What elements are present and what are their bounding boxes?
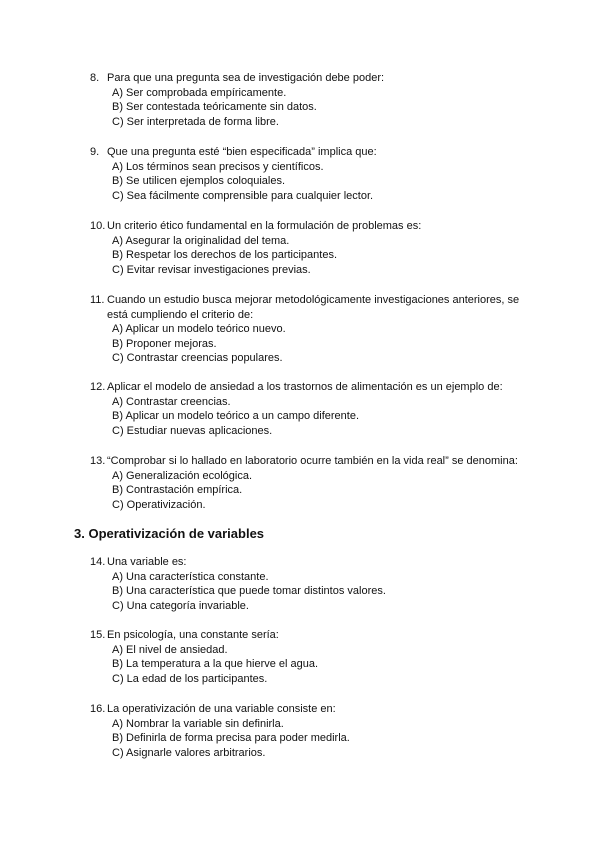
question-12-prompt (0, 380, 600, 395)
question-number: 15. (90, 629, 106, 641)
question-13 (0, 454, 600, 512)
question-9-prompt (0, 145, 600, 160)
option-c: C) La edad de los participantes. (112, 672, 268, 685)
question-8 (0, 71, 600, 129)
question-number: 14. (90, 556, 106, 568)
question-number: 12. (90, 381, 106, 393)
option-a: A) Los términos sean precisos y científicos. (112, 160, 324, 173)
question-number: 10. (90, 220, 106, 232)
option-c: C) Estudiar nuevas aplicaciones. (112, 424, 273, 437)
option-c: C) Sea fácilmente comprensible para cualquier lector. (112, 189, 374, 202)
option-a: A) Una característica constante. (112, 570, 269, 583)
option-c: C) Una categoría invariable. (112, 599, 249, 612)
question-text: Cuando un estudio busca mejorar metodológicamente investigaciones anteriores, se (107, 294, 520, 306)
section-heading: 3. Operativización de variables (74, 526, 265, 541)
question-11-prompt (0, 293, 600, 308)
option-b: B) La temperatura a la que hierve el agua. (112, 658, 319, 670)
question-number: 13. (90, 455, 106, 467)
question-15-prompt (0, 628, 600, 643)
question-text: La operativización de una variable consiste en: (107, 703, 336, 715)
option-b: B) Aplicar un modelo teórico a un campo diferente. (112, 410, 360, 422)
question-text-continuation: está cumpliendo el criterio de: (107, 308, 254, 321)
option-c: C) Evitar revisar investigaciones previas. (112, 263, 311, 276)
question-text: Un criterio ético fundamental en la formulación de problemas es: (107, 220, 422, 232)
question-text: Una variable es: (107, 556, 187, 568)
question-14 (0, 555, 600, 613)
option-b: B) Proponer mejoras. (112, 337, 217, 350)
option-b: B) Ser contestada teóricamente sin datos. (112, 101, 317, 113)
question-text: Para que una pregunta sea de investigación debe poder: (107, 72, 385, 84)
question-14-prompt (0, 555, 600, 570)
question-12 (0, 380, 600, 438)
question-number: 9. (90, 146, 100, 158)
option-b: B) Contrastación empírica. (112, 484, 243, 496)
question-text: Que una pregunta esté “bien especificada” implica que: (107, 146, 377, 158)
question-16 (0, 702, 600, 760)
question-number: 8. (90, 72, 100, 84)
question-text: En psicología, una constante sería: (107, 629, 279, 641)
option-a: A) Asegurar la originalidad del tema. (112, 234, 290, 247)
question-10-prompt (0, 219, 600, 234)
option-b: B) Definirla de forma precisa para poder medirla. (112, 732, 350, 744)
question-16-prompt (0, 702, 600, 717)
question-11 (0, 293, 600, 366)
question-number: 16. (90, 703, 106, 715)
option-a: A) Aplicar un modelo teórico nuevo. (112, 323, 286, 335)
question-8-prompt (0, 71, 600, 86)
question-text: “Comprobar si lo hallado en laboratorio ocurre también en la vida real” se denomina: (107, 455, 518, 467)
question-15 (0, 628, 600, 686)
option-b: B) Respetar los derechos de los participantes. (112, 249, 338, 261)
question-text: Aplicar el modelo de ansiedad a los trastornos de alimentación es un ejemplo de: (107, 381, 503, 393)
question-13-prompt (0, 454, 600, 469)
option-c: C) Asignarle valores arbitrarios. (112, 746, 266, 759)
option-b: B) Una característica que puede tomar distintos valores. (112, 585, 386, 597)
option-a: A) Nombrar la variable sin definirla. (112, 717, 284, 730)
option-b: B) Se utilicen ejemplos coloquiales. (112, 175, 286, 187)
question-number: 11. (90, 294, 105, 306)
option-c: C) Contrastar creencias populares. (112, 352, 283, 364)
option-a: A) El nivel de ansiedad. (112, 643, 228, 656)
option-c: C) Operativización. (112, 498, 206, 511)
question-9 (0, 145, 600, 203)
option-a: A) Generalización ecológica. (112, 469, 253, 482)
option-c: C) Ser interpretada de forma libre. (112, 115, 279, 128)
option-a: A) Ser comprobada empíricamente. (112, 86, 287, 99)
option-a: A) Contrastar creencias. (112, 395, 231, 408)
question-10 (0, 219, 600, 277)
